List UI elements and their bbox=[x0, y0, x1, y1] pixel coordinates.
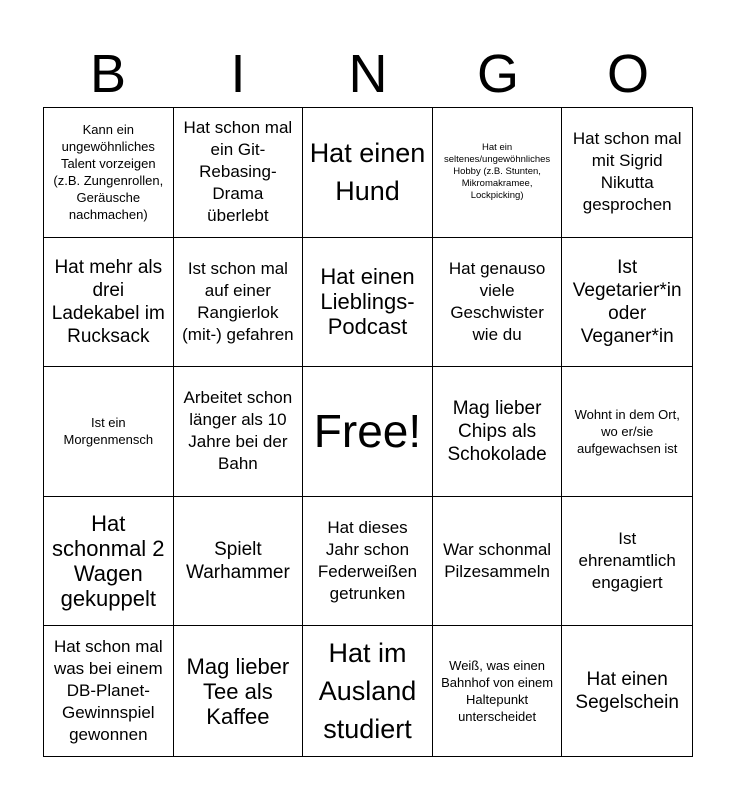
cell-text: Hat schon mal mit Sigrid Nikutta gesprochen bbox=[572, 129, 682, 215]
bingo-cell-r1c3[interactable] bbox=[303, 108, 433, 238]
header-letter-i: I bbox=[230, 44, 246, 104]
bingo-cell-r5c1[interactable] bbox=[44, 626, 174, 756]
cell-text: Hat schon mal ein Git-Rebasing-Drama überlebt bbox=[183, 118, 293, 226]
bingo-cell-r1c4[interactable] bbox=[433, 108, 563, 238]
bingo-cell-r2c3[interactable] bbox=[303, 238, 433, 368]
cell-text: Hat einen Hund bbox=[309, 138, 426, 207]
bingo-cell-r3c4[interactable] bbox=[433, 367, 563, 497]
bingo-cell-r1c2[interactable] bbox=[174, 108, 304, 238]
cell-text: Mag lieber Chips als Schokolade bbox=[447, 397, 547, 465]
bingo-cell-r4c4[interactable] bbox=[433, 497, 563, 627]
bingo-cell-r3c5[interactable] bbox=[562, 367, 692, 497]
cell-text: Arbeitet schon länger als 10 Jahre bei der Bahn bbox=[183, 388, 293, 474]
bingo-cell-r5c5[interactable] bbox=[562, 626, 692, 756]
cell-text: Free! bbox=[313, 405, 422, 458]
cell-text: Hat dieses Jahr schon Federweißen getrunken bbox=[317, 518, 418, 604]
cell-text: Ist Vegetarier*in oder Veganer*in bbox=[572, 256, 682, 347]
cell-text: War schonmal Pilzesammeln bbox=[443, 540, 552, 582]
bingo-cell-r5c3[interactable] bbox=[303, 626, 433, 756]
bingo-cell-r1c1[interactable] bbox=[44, 108, 174, 238]
cell-text: Hat ein seltenes/ungewöhnliches Hobby (z.B. Stunten, Mikromakramee, Lockpicking) bbox=[444, 142, 551, 202]
bingo-cell-r2c1[interactable] bbox=[44, 238, 174, 368]
bingo-board bbox=[43, 107, 693, 757]
bingo-cell-r4c2[interactable] bbox=[174, 497, 304, 627]
bingo-header bbox=[43, 40, 693, 108]
bingo-cell-r5c4[interactable] bbox=[433, 626, 563, 756]
header-letter-o: O bbox=[606, 44, 649, 104]
bingo-cell-r2c4[interactable] bbox=[433, 238, 563, 368]
header-letter-n: N bbox=[348, 44, 388, 104]
cell-text: Hat einen Segelschein bbox=[575, 669, 679, 714]
bingo-cell-r4c5[interactable] bbox=[562, 497, 692, 627]
cell-text: Hat genauso viele Geschwister wie du bbox=[448, 258, 546, 344]
cell-text: Weiß, was einen Bahnhof von einem Haltepunkt unterscheidet bbox=[441, 658, 554, 725]
bingo-cell-r4c3[interactable] bbox=[303, 497, 433, 627]
cell-text: Ist schon mal auf einer Rangierlok (mit-) gefahren bbox=[182, 258, 294, 344]
cell-text: Kann ein ungewöhnliches Talent vorzeigen (z.B. Zungenrollen, Geräusche nachmachen) bbox=[53, 122, 164, 223]
cell-text: Ist ehrenamtlich engagiert bbox=[578, 529, 676, 593]
bingo-cell-free[interactable] bbox=[303, 367, 433, 497]
cell-text: Ist ein Morgenmensch bbox=[63, 415, 154, 448]
bingo-cell-r5c2[interactable] bbox=[174, 626, 304, 756]
cell-text: Wohnt in dem Ort, wo er/sie aufgewachsen ist bbox=[574, 406, 680, 456]
header-letter-b: B bbox=[89, 44, 127, 104]
cell-text: Mag lieber Tee als Kaffee bbox=[186, 653, 290, 729]
cell-text: Hat einen Lieblings-Podcast bbox=[320, 264, 415, 340]
cell-text: Spielt Warhammer bbox=[185, 539, 290, 584]
bingo-cell-r3c2[interactable] bbox=[174, 367, 304, 497]
bingo-cell-r2c5[interactable] bbox=[562, 238, 692, 368]
bingo-cell-r3c1[interactable] bbox=[44, 367, 174, 497]
cell-text: Hat mehr als drei Ladekabel im Rucksack bbox=[51, 256, 165, 347]
bingo-cell-r4c1[interactable] bbox=[44, 497, 174, 627]
cell-text: Hat schon mal was bei einem DB-Planet-Gewinnspiel gewonnen bbox=[53, 637, 163, 745]
bingo-cell-r1c5[interactable] bbox=[562, 108, 692, 238]
cell-text: Hat im Ausland studiert bbox=[318, 638, 417, 745]
cell-text: Hat schonmal 2 Wagen gekuppelt bbox=[52, 511, 165, 612]
header-letter-g: G bbox=[476, 44, 519, 104]
bingo-cell-r2c2[interactable] bbox=[174, 238, 304, 368]
